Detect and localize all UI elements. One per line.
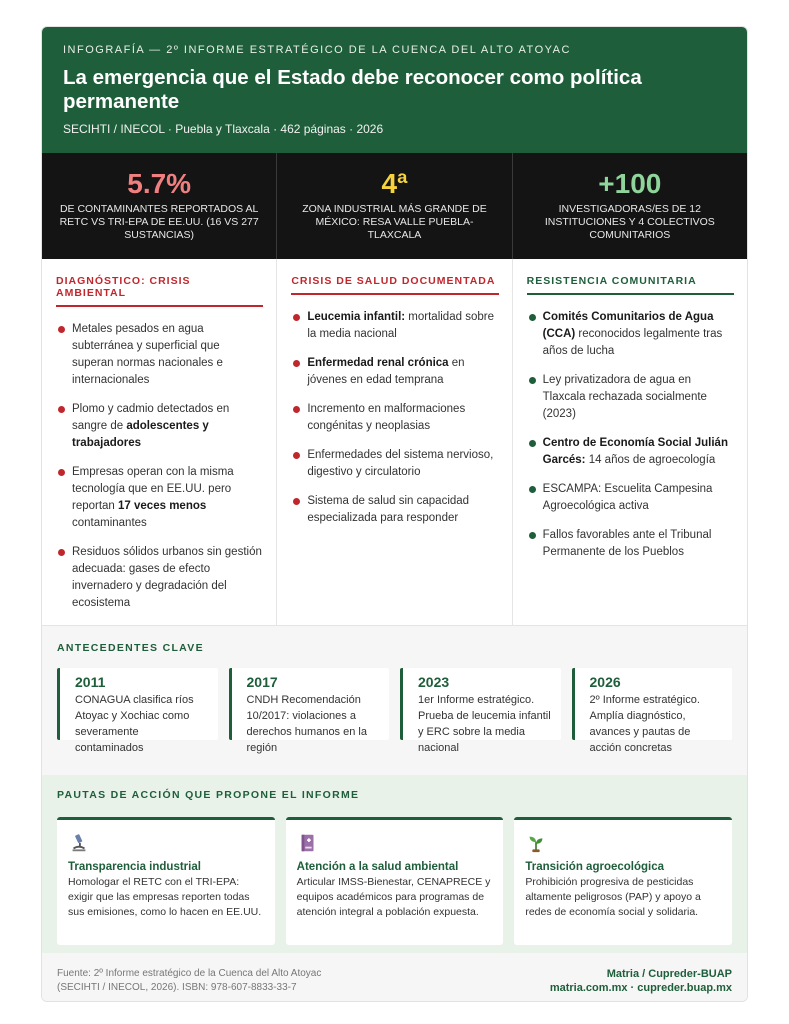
timeline-event (400, 668, 561, 754)
bullet-icon (293, 406, 300, 413)
stats-bar (42, 153, 747, 259)
bullet-icon (529, 377, 536, 384)
action-title: Transición agroecológica (525, 861, 665, 873)
action-text: Prohibición progresiva de pesticidas altamente peligrosos (PAP) y apoyo a redes de economía social y solidaria. (525, 876, 701, 918)
item-text: Residuos sólidos urbanos sin gestión adecuada: gases de efecto invernadero y degradación del ecosistema (72, 546, 262, 609)
list-item (56, 464, 263, 532)
timeline-event (57, 668, 218, 754)
stat-label: INVESTIGADORAS/ES DE 12 INSTITUCIONES Y 4 COLECTIVOS COMUNITARIOS (544, 203, 715, 241)
actions-section (42, 775, 747, 953)
header-subtitle: SECIHTI / INECOL · Puebla y Tlaxcala · 462 páginas · 2026 (63, 122, 384, 136)
page-title: La emergencia que el Estado debe reconocer como política permanente (63, 66, 642, 113)
item-text: contaminantes (72, 517, 147, 529)
list-item (291, 401, 498, 435)
item-emphasis: adolescentes y trabajadores (72, 420, 209, 449)
list-item (527, 309, 734, 360)
infographic-card (41, 26, 748, 1002)
bullet-icon (58, 406, 65, 413)
item-text: 14 años de agroecología (585, 454, 716, 466)
column-salud (277, 259, 512, 625)
action-card (286, 817, 504, 945)
event-text: CONAGUA clasifica ríos Atoyac y Xochiac como severamente contaminados (75, 694, 194, 754)
bullet-icon (58, 469, 65, 476)
section-heading: ANTECEDENTES CLAVE (57, 642, 204, 654)
list-item (56, 401, 263, 452)
columns (42, 259, 747, 626)
footer-org: Matria / Cupreder-BUAP (606, 968, 732, 980)
seedling-icon (525, 832, 547, 854)
action-title: Transparencia industrial (68, 861, 201, 873)
list-item (527, 481, 734, 515)
event-text: CNDH Recomendación 10/2017: violaciones a derechos humanos en la región (246, 694, 367, 754)
item-text: Fallos favorables ante el Tribunal Permanente de los Pueblos (542, 529, 712, 558)
column-diagnostico (42, 259, 277, 625)
footer-source: Fuente: 2º Informe estratégico de la Cuenca del Alto Atoyac (SECIHTI / INECOL, 2026). ISBN: 978-607-8833-33-7 (57, 968, 322, 993)
bullet-icon (529, 486, 536, 493)
item-text: Incremento en malformaciones congénitas y neoplasias (307, 403, 466, 432)
timeline-event (572, 668, 733, 754)
column-heading: RESISTENCIA COMUNITARIA (527, 275, 734, 295)
item-emphasis: Enfermedad renal crónica (307, 357, 449, 369)
stat-label: DE CONTAMINANTES REPORTADOS AL RETC VS TRI-EPA DE EE.UU. (16 VS 277 SUSTANCIAS) (59, 203, 259, 241)
item-emphasis: Leucemia infantil: (307, 311, 406, 323)
event-year: 2026 (589, 674, 621, 690)
item-text: Enfermedades del sistema nervioso, digestivo y circulatorio (307, 449, 494, 478)
resistencia-list (527, 309, 734, 561)
event-text: 2º Informe estratégico. Amplía diagnóstico, avances y pautas de acción concretas (589, 694, 700, 754)
bullet-icon (293, 314, 300, 321)
event-year: 2011 (75, 674, 106, 690)
header (42, 27, 747, 153)
footer-sites: matria.com.mx · cupreder.buap.mx (549, 982, 732, 994)
item-text: ESCAMPA: Escuelita Campesina Agroecológica activa (542, 483, 713, 512)
bullet-icon (58, 549, 65, 556)
bullet-icon (529, 532, 536, 539)
footer-credits (550, 967, 732, 1002)
section-heading: PAUTAS DE ACCIÓN QUE PROPONE EL INFORME (57, 789, 360, 801)
list-item (291, 447, 498, 481)
item-text: Ley privatizadora de agua en Tlaxcala rechazada socialmente (2023) (542, 374, 707, 420)
column-heading: CRISIS DE SALUD DOCUMENTADA (291, 275, 498, 295)
footer (42, 953, 747, 1002)
list-item (527, 372, 734, 423)
header-kicker: INFOGRAFÍA — 2º INFORME ESTRATÉGICO DE LA CUENCA DEL ALTO ATOYAC (63, 44, 571, 56)
microscope-icon (68, 832, 90, 854)
bullet-icon (293, 452, 300, 459)
item-text: mortalidad sobre la media nacional (307, 311, 494, 340)
action-card (514, 817, 732, 945)
list-item (291, 355, 498, 389)
item-emphasis: 17 veces menos (118, 500, 207, 512)
event-year: 2023 (418, 674, 450, 690)
stat-label: ZONA INDUSTRIAL MÁS GRANDE DE MÉXICO: RESA VALLE PUEBLA-TLAXCALA (302, 203, 487, 241)
medical-book-icon (297, 832, 319, 854)
bullet-icon (529, 314, 536, 321)
item-text: Empresas operan con la misma tecnología que en EE.UU. pero reportan (72, 466, 234, 512)
bullet-icon (293, 498, 300, 505)
stat-value: 5.7% (127, 168, 192, 199)
action-card (57, 817, 275, 945)
item-emphasis: Comités Comunitarios de Agua (CCA) (542, 311, 714, 340)
item-text: en jóvenes en edad temprana (307, 357, 465, 386)
item-text: Plomo y cadmio detectados en sangre de (72, 403, 230, 432)
list-item (56, 321, 263, 389)
list-item (56, 544, 263, 612)
item-text: Sistema de salud sin capacidad especializada para responder (307, 495, 470, 524)
bullet-icon (58, 326, 65, 333)
timeline-event (229, 668, 390, 754)
diagnostico-list (56, 321, 263, 612)
action-title: Atención a la salud ambiental (296, 861, 459, 873)
stat-value: 4ª (381, 168, 408, 199)
timeline-events (57, 668, 732, 754)
list-item (527, 527, 734, 561)
list-item (291, 493, 498, 527)
list-item (527, 435, 734, 469)
action-text: Articular IMSS-Bienestar, CENAPRECE y equipos académicos para programas de atención integral a población expuesta. (296, 876, 491, 918)
bullet-icon (529, 440, 536, 447)
timeline-section (42, 626, 747, 775)
event-year: 2017 (246, 674, 278, 690)
list-item (291, 309, 498, 343)
column-heading: DIAGNÓSTICO: CRISIS AMBIENTAL (56, 275, 263, 307)
stat-industrial-zone (277, 153, 512, 259)
item-text: reconocidos legalmente tras años de lucha (542, 328, 723, 357)
item-emphasis: Centro de Economía Social Julián Garcés: (542, 437, 728, 466)
column-resistencia (513, 259, 747, 625)
action-cards (57, 817, 732, 945)
stat-contaminants (42, 153, 277, 259)
event-text: 1er Informe estratégico. Prueba de leucemia infantil y ERC sobre la media nacional (418, 694, 551, 754)
bullet-icon (293, 360, 300, 367)
stat-researchers (513, 153, 747, 259)
salud-list (291, 309, 498, 527)
stat-value: +100 (598, 168, 662, 199)
action-text: Homologar el RETC con el TRI-EPA: exigir que las empresas reporten todas sus emisiones, como lo hacen en EE.UU. (68, 876, 262, 918)
item-text: Metales pesados en agua subterránea y superficial que superan normas nacionales e internacionales (72, 323, 223, 386)
